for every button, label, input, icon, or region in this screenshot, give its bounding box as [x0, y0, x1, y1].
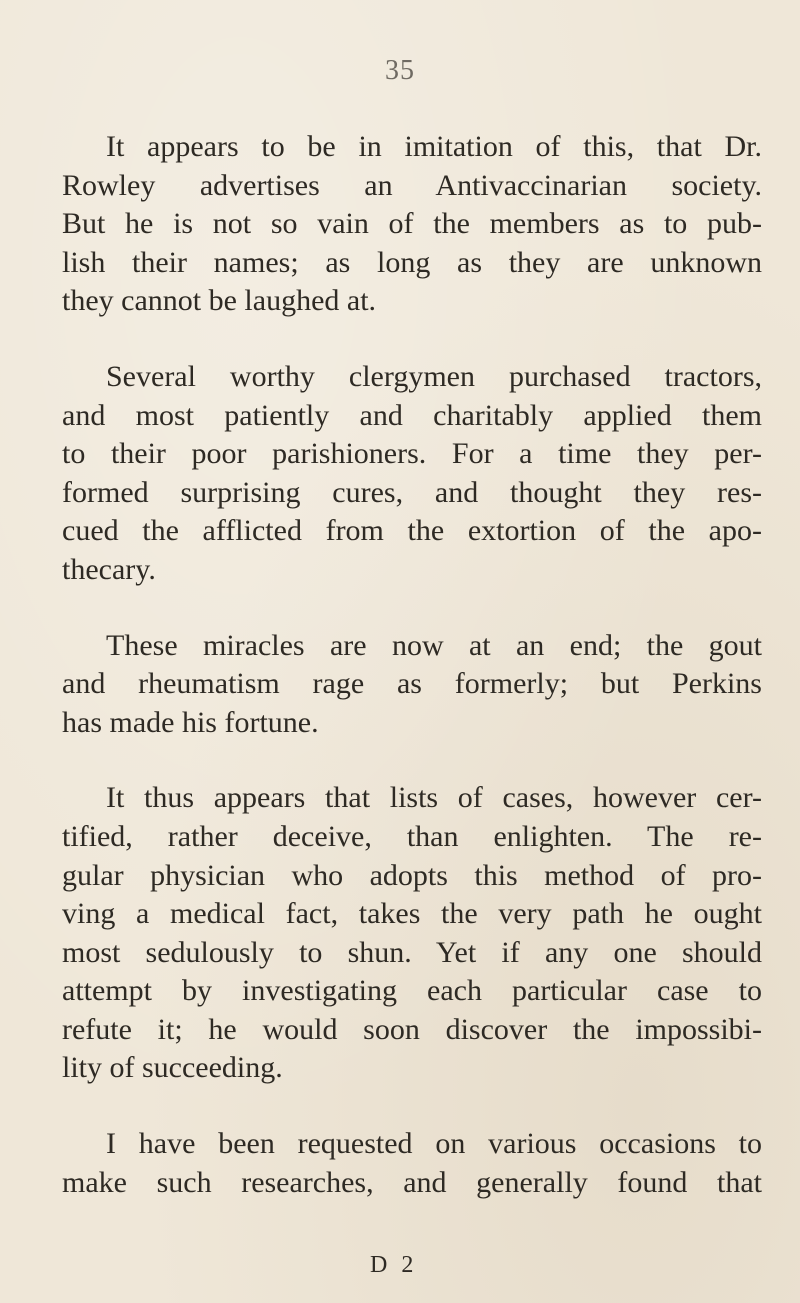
- text-line: I have been requested on various occasions to: [106, 1127, 762, 1161]
- text-line: gular physician who adopts this method of pro-: [62, 858, 762, 892]
- text-line: and most patiently and charitably applied them: [62, 398, 762, 432]
- paragraph-4: [62, 779, 762, 1088]
- text-line: ving a medical fact, takes the very path he ought: [62, 897, 762, 931]
- paragraph-5: [62, 1125, 762, 1202]
- text-line: to their poor parishioners. For a time they per-: [62, 437, 762, 471]
- text-line: refute it; he would soon discover the impossibi-: [62, 1012, 762, 1046]
- paragraph-1: [62, 128, 762, 321]
- text-line: But he is not so vain of the members as to pub-: [62, 207, 762, 241]
- paragraph-3: [62, 627, 762, 743]
- text-line: thecary.: [62, 552, 156, 586]
- page-number: 35: [385, 55, 415, 86]
- text-line: formed surprising cures, and thought they res-: [62, 475, 762, 509]
- body-text: [62, 128, 762, 1239]
- text-line: lity of succeeding.: [62, 1051, 283, 1085]
- text-line: tified, rather deceive, than enlighten. The re-: [62, 819, 762, 853]
- text-line: most sedulously to shun. Yet if any one should: [62, 935, 762, 969]
- text-line: attempt by investigating each particular case to: [62, 974, 762, 1008]
- text-line: Rowley advertises an Antivaccinarian society.: [62, 168, 762, 202]
- text-line: they cannot be laughed at.: [62, 284, 377, 318]
- text-line: It thus appears that lists of cases, however cer-: [106, 781, 762, 815]
- text-line: has made his fortune.: [62, 705, 319, 739]
- text-line: lish their names; as long as they are unknown: [62, 245, 762, 279]
- signature-mark: D 2: [370, 1252, 418, 1278]
- text-line: and rheumatism rage as formerly; but Perkins: [62, 667, 762, 701]
- text-line: It appears to be in imitation of this, that Dr.: [106, 130, 762, 163]
- text-line: cued the afflicted from the extortion of the apo-: [62, 514, 762, 548]
- paragraph-2: [62, 358, 762, 590]
- text-line: make such researches, and generally found that: [62, 1165, 762, 1199]
- text-line: These miracles are now at an end; the gout: [106, 628, 762, 662]
- text-line: Several worthy clergymen purchased tractors,: [106, 359, 762, 393]
